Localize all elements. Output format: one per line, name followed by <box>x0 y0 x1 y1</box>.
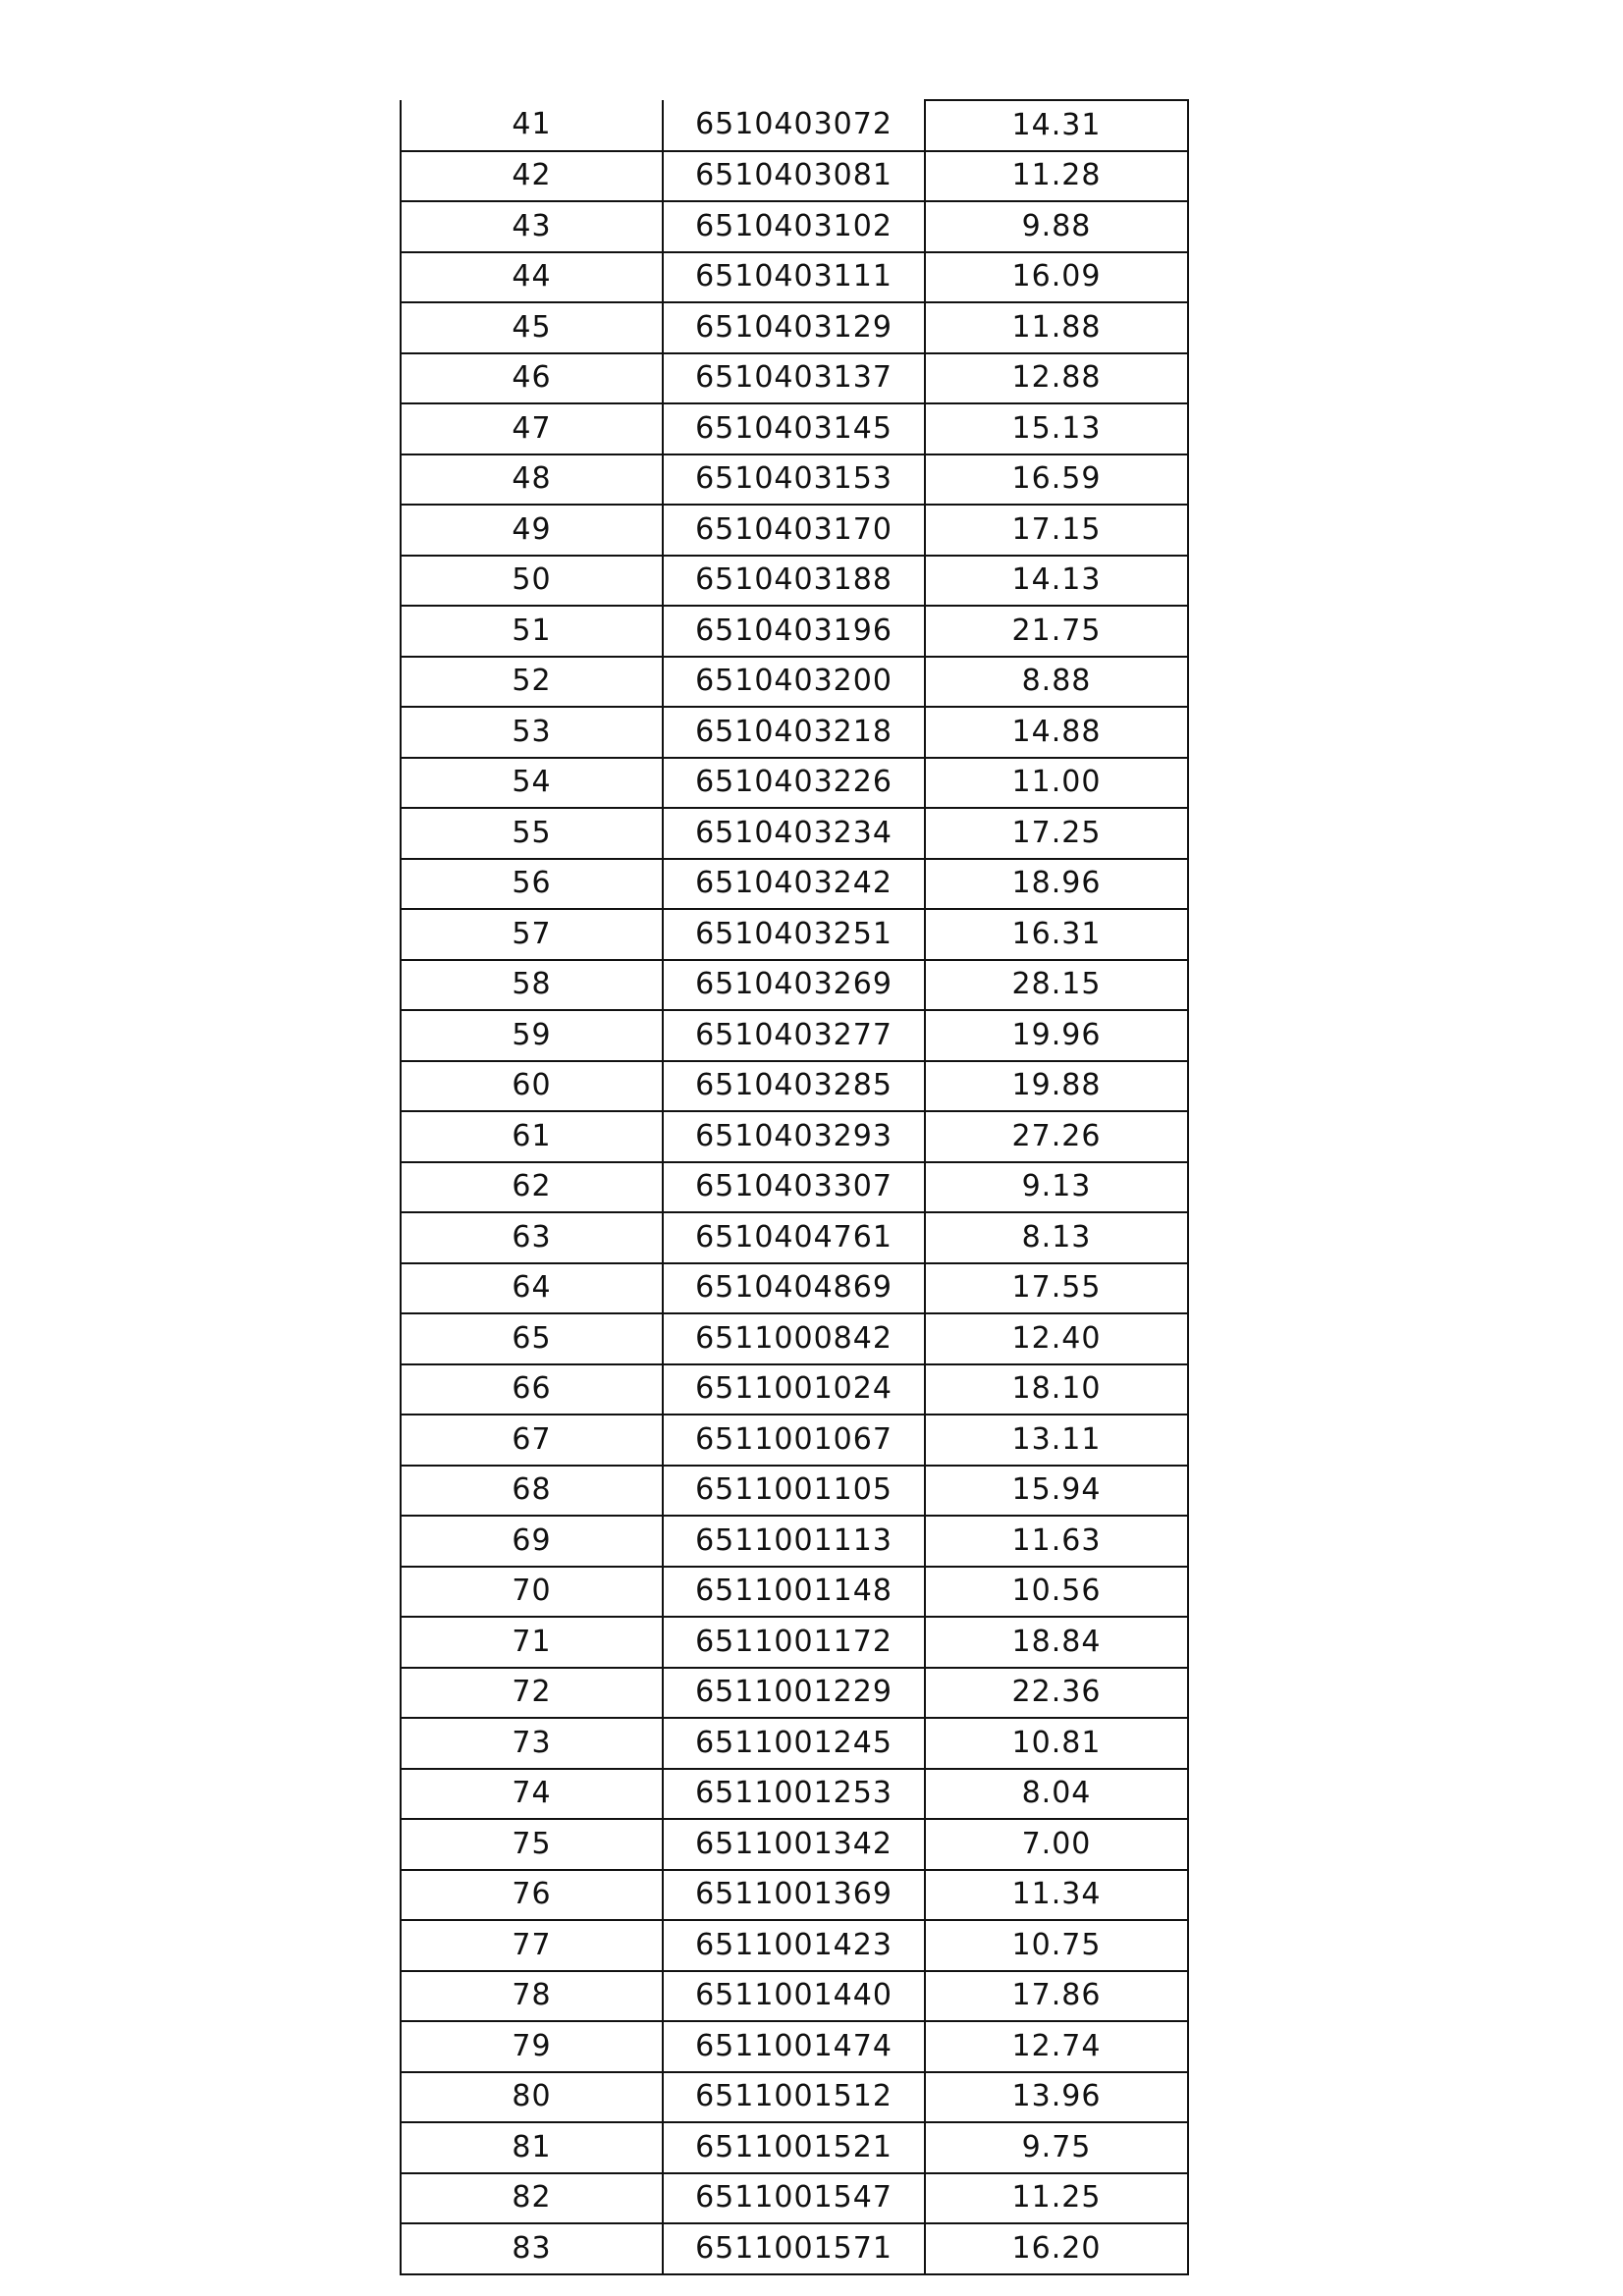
table-row <box>401 1111 1188 1162</box>
row-number-cell: 80 <box>401 2072 663 2123</box>
code-cell: 6510403102 <box>663 201 925 252</box>
code-cell: 6511001253 <box>663 1769 925 1820</box>
value-cell: 19.88 <box>925 1061 1188 1112</box>
value-cell: 16.09 <box>925 252 1188 303</box>
code-cell: 6511001571 <box>663 2223 925 2274</box>
row-number-cell: 46 <box>401 353 663 404</box>
row-number-cell: 75 <box>401 1819 663 1870</box>
data-table <box>400 99 1189 2275</box>
value-cell: 7.00 <box>925 1819 1188 1870</box>
code-cell: 6511001423 <box>663 1920 925 1971</box>
value-cell: 21.75 <box>925 606 1188 657</box>
value-cell: 19.96 <box>925 1010 1188 1061</box>
table-row <box>401 1971 1188 2022</box>
row-number-cell: 54 <box>401 758 663 809</box>
value-cell: 27.26 <box>925 1111 1188 1162</box>
value-cell: 8.04 <box>925 1769 1188 1820</box>
row-number-cell: 61 <box>401 1111 663 1162</box>
value-cell: 14.88 <box>925 707 1188 758</box>
code-cell: 6511001547 <box>663 2173 925 2224</box>
code-cell: 6510403137 <box>663 353 925 404</box>
code-cell: 6510403269 <box>663 960 925 1011</box>
row-number-cell: 42 <box>401 151 663 202</box>
table-row <box>401 1212 1188 1263</box>
value-cell: 13.11 <box>925 1415 1188 1466</box>
value-cell: 14.13 <box>925 556 1188 607</box>
row-number-cell: 55 <box>401 808 663 859</box>
code-cell: 6510403242 <box>663 859 925 910</box>
value-cell: 16.31 <box>925 909 1188 960</box>
table-row <box>401 100 1188 151</box>
value-cell: 22.36 <box>925 1668 1188 1719</box>
table-row <box>401 859 1188 910</box>
row-number-cell: 56 <box>401 859 663 910</box>
row-number-cell: 44 <box>401 252 663 303</box>
table-row <box>401 1364 1188 1415</box>
value-cell: 18.84 <box>925 1617 1188 1668</box>
table-row <box>401 1516 1188 1567</box>
value-cell: 11.25 <box>925 2173 1188 2224</box>
value-cell: 11.34 <box>925 1870 1188 1921</box>
table-row <box>401 1718 1188 1769</box>
value-cell: 17.15 <box>925 505 1188 556</box>
table-row <box>401 1263 1188 1314</box>
value-cell: 17.25 <box>925 808 1188 859</box>
value-cell: 10.56 <box>925 1567 1188 1618</box>
table-row <box>401 1870 1188 1921</box>
row-number-cell: 45 <box>401 302 663 353</box>
row-number-cell: 69 <box>401 1516 663 1567</box>
code-cell: 6510403129 <box>663 302 925 353</box>
row-number-cell: 78 <box>401 1971 663 2022</box>
row-number-cell: 63 <box>401 1212 663 1263</box>
table-row <box>401 1010 1188 1061</box>
value-cell: 15.13 <box>925 403 1188 454</box>
table-row <box>401 606 1188 657</box>
value-cell: 16.20 <box>925 2223 1188 2274</box>
row-number-cell: 83 <box>401 2223 663 2274</box>
row-number-cell: 49 <box>401 505 663 556</box>
value-cell: 16.59 <box>925 454 1188 506</box>
table-row <box>401 657 1188 708</box>
value-cell: 11.88 <box>925 302 1188 353</box>
value-cell: 11.00 <box>925 758 1188 809</box>
code-cell: 6511001440 <box>663 1971 925 2022</box>
table-row <box>401 2223 1188 2274</box>
row-number-cell: 70 <box>401 1567 663 1618</box>
table-row <box>401 1061 1188 1112</box>
value-cell: 9.75 <box>925 2122 1188 2173</box>
code-cell: 6511001229 <box>663 1668 925 1719</box>
code-cell: 6511000842 <box>663 1313 925 1364</box>
code-cell: 6510403081 <box>663 151 925 202</box>
table-row <box>401 353 1188 404</box>
table-row <box>401 1415 1188 1466</box>
row-number-cell: 65 <box>401 1313 663 1364</box>
table-row <box>401 1920 1188 1971</box>
value-cell: 9.88 <box>925 201 1188 252</box>
table-row <box>401 1769 1188 1820</box>
value-cell: 17.86 <box>925 1971 1188 2022</box>
code-cell: 6510403188 <box>663 556 925 607</box>
code-cell: 6511001342 <box>663 1819 925 1870</box>
value-cell: 10.81 <box>925 1718 1188 1769</box>
table-row <box>401 2072 1188 2123</box>
table-row <box>401 302 1188 353</box>
code-cell: 6510403277 <box>663 1010 925 1061</box>
value-cell: 10.75 <box>925 1920 1188 1971</box>
code-cell: 6510403226 <box>663 758 925 809</box>
code-cell: 6511001512 <box>663 2072 925 2123</box>
table-row <box>401 2021 1188 2072</box>
row-number-cell: 77 <box>401 1920 663 1971</box>
table-row <box>401 960 1188 1011</box>
row-number-cell: 58 <box>401 960 663 1011</box>
value-cell: 17.55 <box>925 1263 1188 1314</box>
code-cell: 6510403153 <box>663 454 925 506</box>
code-cell: 6511001024 <box>663 1364 925 1415</box>
code-cell: 6511001245 <box>663 1718 925 1769</box>
code-cell: 6510403307 <box>663 1162 925 1213</box>
table-row <box>401 707 1188 758</box>
code-cell: 6511001521 <box>663 2122 925 2173</box>
row-number-cell: 81 <box>401 2122 663 2173</box>
table-row <box>401 808 1188 859</box>
code-cell: 6510403293 <box>663 1111 925 1162</box>
row-number-cell: 71 <box>401 1617 663 1668</box>
code-cell: 6510403285 <box>663 1061 925 1112</box>
row-number-cell: 52 <box>401 657 663 708</box>
table-row <box>401 758 1188 809</box>
row-number-cell: 67 <box>401 1415 663 1466</box>
table-row <box>401 403 1188 454</box>
code-cell: 6510403072 <box>663 100 925 151</box>
row-number-cell: 68 <box>401 1466 663 1517</box>
value-cell: 14.31 <box>925 100 1188 151</box>
code-cell: 6510403200 <box>663 657 925 708</box>
code-cell: 6511001113 <box>663 1516 925 1567</box>
table-row <box>401 909 1188 960</box>
table-row <box>401 252 1188 303</box>
table-row <box>401 2173 1188 2224</box>
table-row <box>401 1819 1188 1870</box>
code-cell: 6510403145 <box>663 403 925 454</box>
value-cell: 8.13 <box>925 1212 1188 1263</box>
row-number-cell: 66 <box>401 1364 663 1415</box>
row-number-cell: 41 <box>401 100 663 151</box>
value-cell: 9.13 <box>925 1162 1188 1213</box>
code-cell: 6510403196 <box>663 606 925 657</box>
row-number-cell: 72 <box>401 1668 663 1719</box>
value-cell: 12.74 <box>925 2021 1188 2072</box>
table-row <box>401 1466 1188 1517</box>
table-row <box>401 1162 1188 1213</box>
table-row <box>401 151 1188 202</box>
row-number-cell: 48 <box>401 454 663 506</box>
code-cell: 6510404761 <box>663 1212 925 1263</box>
row-number-cell: 60 <box>401 1061 663 1112</box>
value-cell: 15.94 <box>925 1466 1188 1517</box>
code-cell: 6510403111 <box>663 252 925 303</box>
row-number-cell: 59 <box>401 1010 663 1061</box>
table-row <box>401 1668 1188 1719</box>
value-cell: 8.88 <box>925 657 1188 708</box>
table-row <box>401 505 1188 556</box>
code-cell: 6510403218 <box>663 707 925 758</box>
row-number-cell: 64 <box>401 1263 663 1314</box>
table-row <box>401 201 1188 252</box>
row-number-cell: 74 <box>401 1769 663 1820</box>
row-number-cell: 73 <box>401 1718 663 1769</box>
row-number-cell: 57 <box>401 909 663 960</box>
value-cell: 12.88 <box>925 353 1188 404</box>
row-number-cell: 79 <box>401 2021 663 2072</box>
code-cell: 6511001369 <box>663 1870 925 1921</box>
row-number-cell: 76 <box>401 1870 663 1921</box>
table-row <box>401 556 1188 607</box>
value-cell: 28.15 <box>925 960 1188 1011</box>
code-cell: 6511001067 <box>663 1415 925 1466</box>
table-body <box>401 100 1188 2274</box>
value-cell: 18.96 <box>925 859 1188 910</box>
table-row <box>401 1313 1188 1364</box>
value-cell: 11.28 <box>925 151 1188 202</box>
code-cell: 6510403170 <box>663 505 925 556</box>
value-cell: 12.40 <box>925 1313 1188 1364</box>
code-cell: 6511001105 <box>663 1466 925 1517</box>
value-cell: 13.96 <box>925 2072 1188 2123</box>
row-number-cell: 82 <box>401 2173 663 2224</box>
table-row <box>401 2122 1188 2173</box>
table-row <box>401 1617 1188 1668</box>
code-cell: 6510403234 <box>663 808 925 859</box>
code-cell: 6511001172 <box>663 1617 925 1668</box>
code-cell: 6510403251 <box>663 909 925 960</box>
row-number-cell: 62 <box>401 1162 663 1213</box>
code-cell: 6511001148 <box>663 1567 925 1618</box>
row-number-cell: 50 <box>401 556 663 607</box>
code-cell: 6511001474 <box>663 2021 925 2072</box>
row-number-cell: 43 <box>401 201 663 252</box>
row-number-cell: 51 <box>401 606 663 657</box>
row-number-cell: 47 <box>401 403 663 454</box>
value-cell: 11.63 <box>925 1516 1188 1567</box>
table-row <box>401 454 1188 506</box>
value-cell: 18.10 <box>925 1364 1188 1415</box>
code-cell: 6510404869 <box>663 1263 925 1314</box>
table-row <box>401 1567 1188 1618</box>
row-number-cell: 53 <box>401 707 663 758</box>
